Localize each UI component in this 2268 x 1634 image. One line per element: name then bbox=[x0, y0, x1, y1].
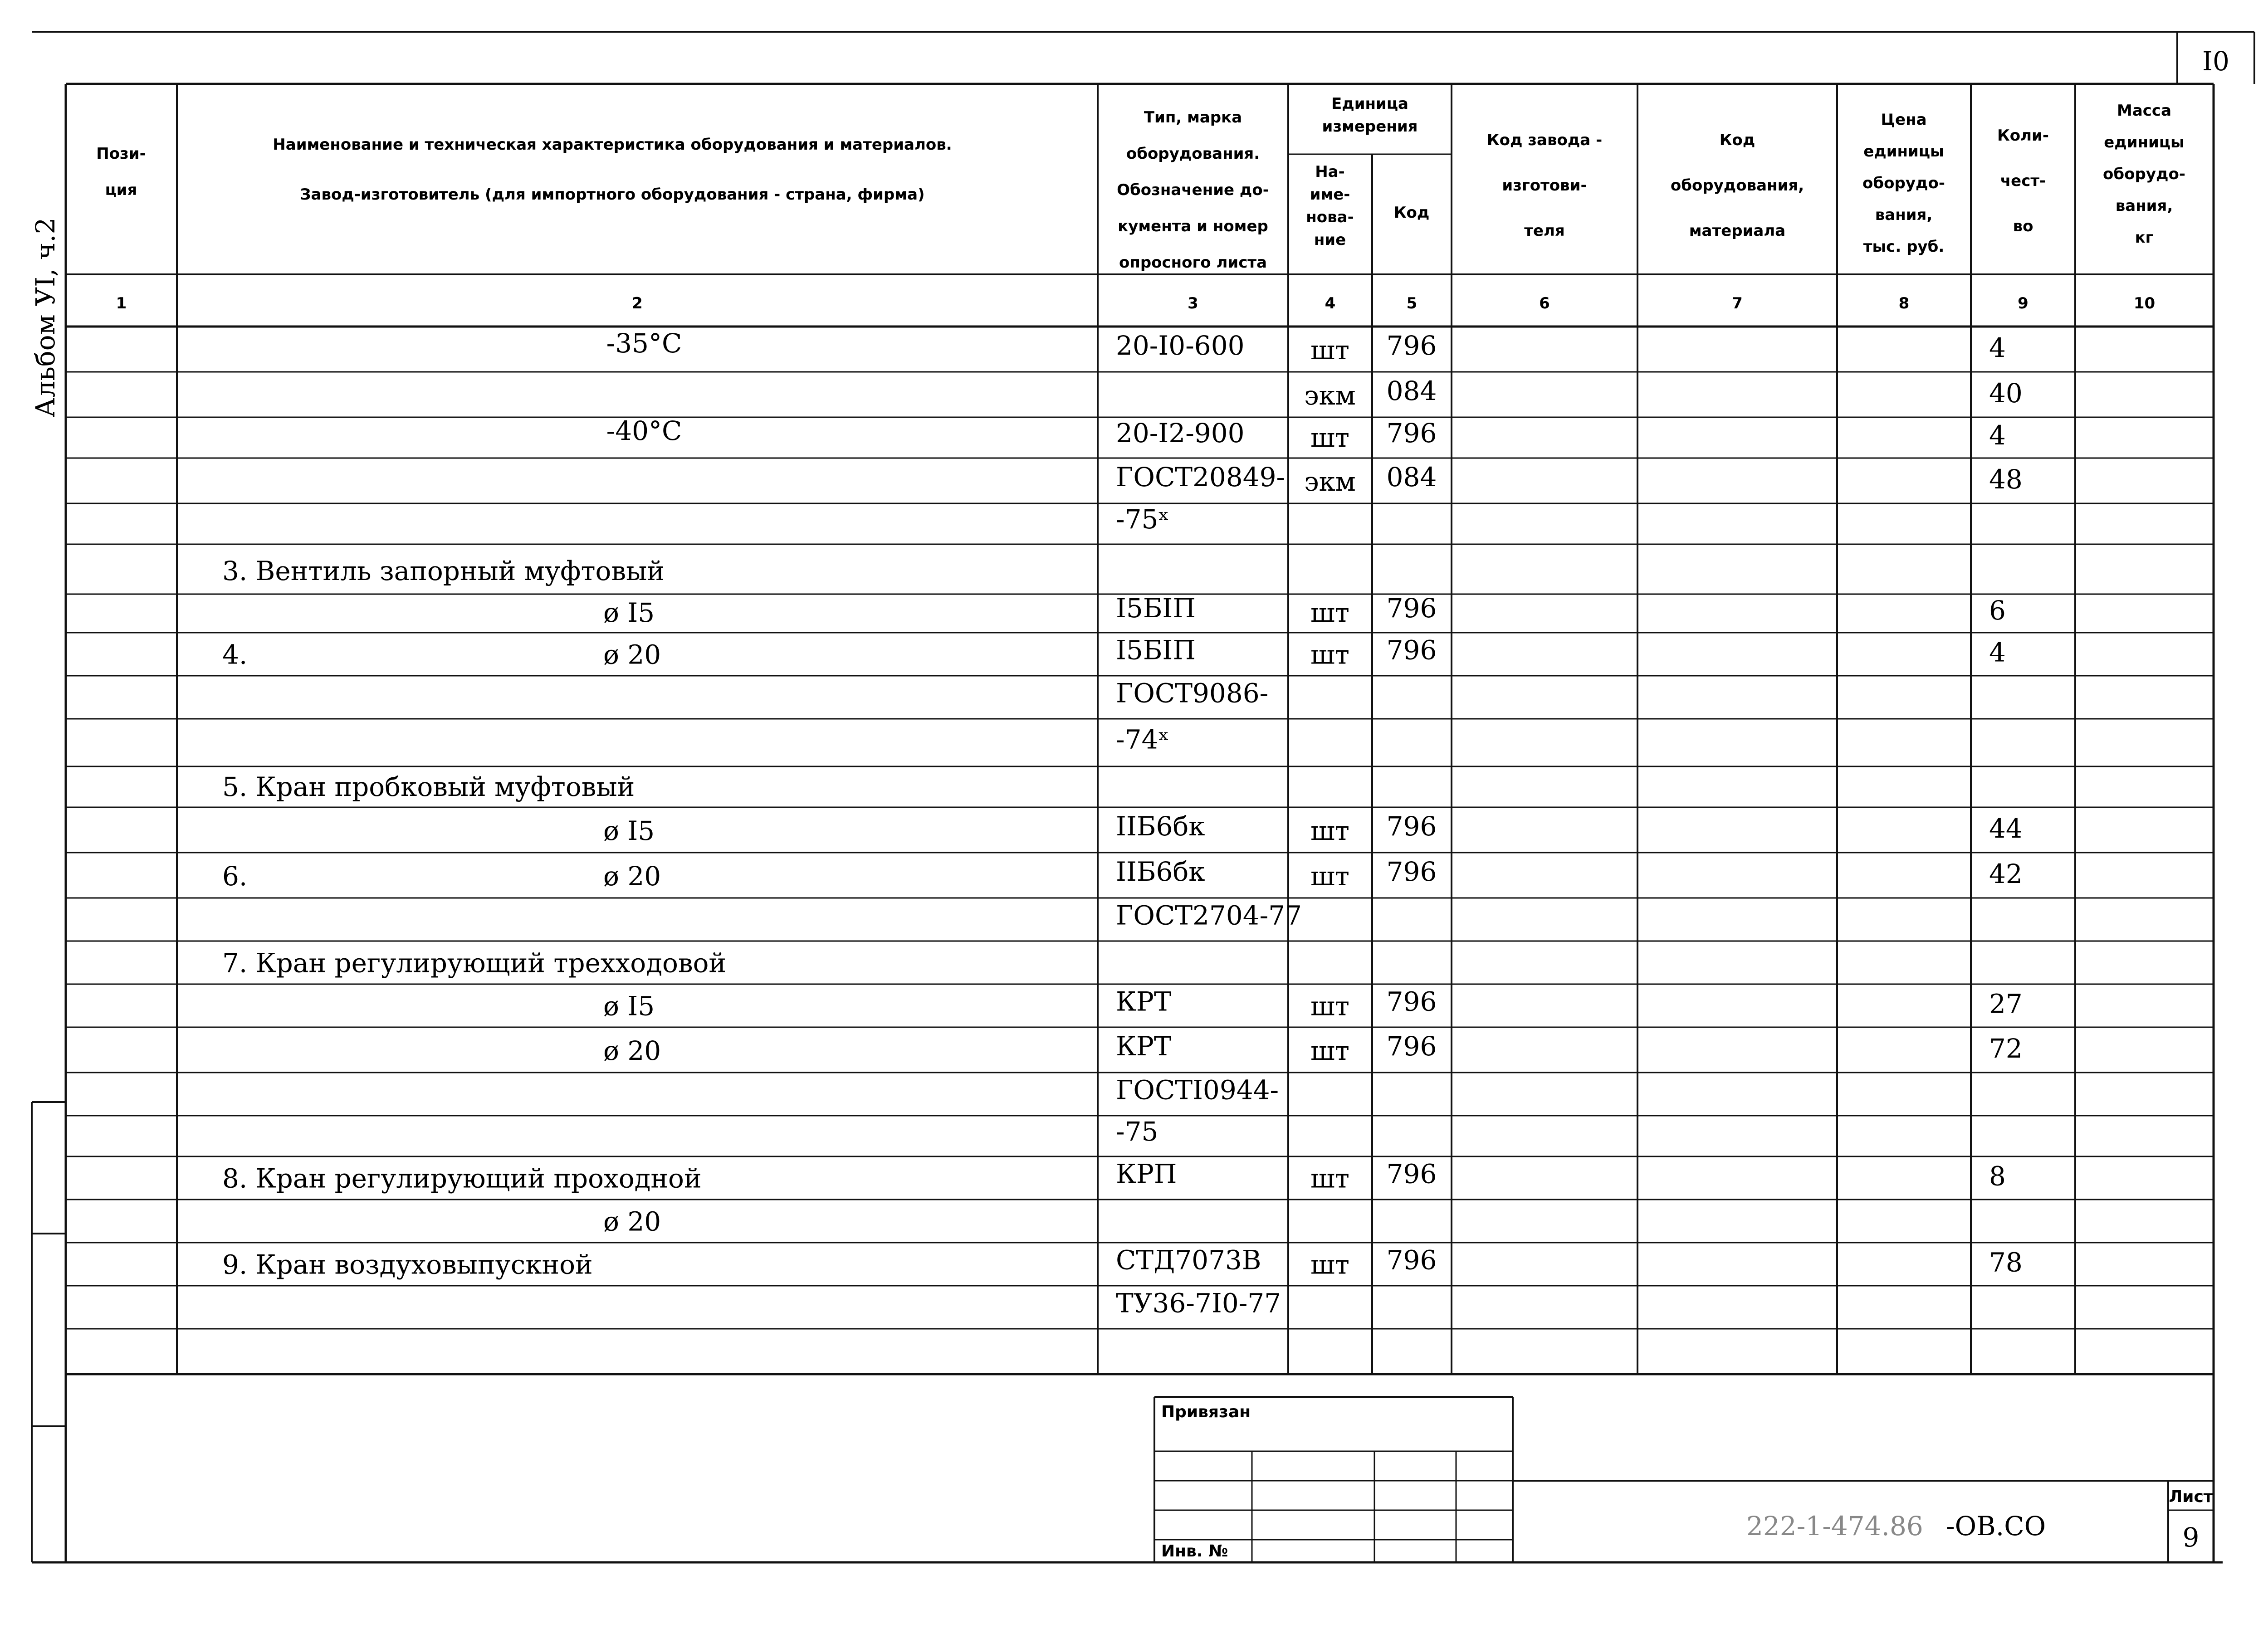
header-text: ция bbox=[105, 181, 137, 199]
item-code: 796 bbox=[1386, 986, 1437, 1017]
item-name: ø 20 bbox=[603, 639, 661, 670]
item-code: 084 bbox=[1386, 462, 1437, 493]
item-name: 3. Вентиль запорный муфтовый bbox=[222, 556, 665, 587]
header-text: Пози- bbox=[96, 145, 146, 163]
item-unit: шт bbox=[1310, 1249, 1350, 1280]
item-type: СТД7073В bbox=[1116, 1244, 1261, 1276]
item-code: 796 bbox=[1386, 634, 1437, 666]
header-text: Единица bbox=[1331, 95, 1408, 113]
header-text: кг bbox=[2135, 229, 2154, 247]
column-number: 7 bbox=[1732, 294, 1743, 312]
header-text: Завод-изготовитель (для импортного оборудования - страна, фирма) bbox=[300, 185, 925, 204]
header-text: оборудо- bbox=[1862, 174, 1945, 192]
item-type: КРТ bbox=[1116, 1031, 1172, 1062]
item-type: 20-I0-600 bbox=[1116, 330, 1245, 361]
item-code: 084 bbox=[1386, 376, 1437, 406]
item-type: -75 bbox=[1116, 1116, 1158, 1147]
item-code: 796 bbox=[1386, 1244, 1437, 1276]
header-text: нова- bbox=[1306, 208, 1354, 226]
header-text: оборудования. bbox=[1126, 145, 1260, 163]
column-number: 10 bbox=[2133, 294, 2156, 312]
item-qty: 8 bbox=[1989, 1161, 2006, 1192]
item-name: -40°C bbox=[606, 415, 682, 446]
item-unit: экм bbox=[1304, 380, 1356, 411]
item-type: КРП bbox=[1116, 1158, 1177, 1190]
item-name: ø I5 bbox=[603, 815, 655, 846]
header-text: материала bbox=[1689, 222, 1786, 240]
header-text: вания, bbox=[1875, 206, 1933, 224]
header-text: вания, bbox=[2115, 197, 2173, 215]
side-label: Альбом УI, ч.2 bbox=[30, 217, 61, 418]
header-text: оборудо- bbox=[2103, 165, 2185, 183]
header-text: име- bbox=[1310, 185, 1350, 204]
item-code: 796 bbox=[1386, 417, 1437, 449]
document-code: 222-1-474.86 bbox=[1746, 1511, 1923, 1541]
column-number: 5 bbox=[1406, 294, 1418, 312]
item-name: ø 20 bbox=[603, 861, 661, 892]
item-qty: 4 bbox=[1989, 637, 2006, 668]
item-code: 796 bbox=[1386, 1031, 1437, 1062]
item-name: ø 20 bbox=[603, 1206, 661, 1237]
header-text: оборудования, bbox=[1670, 176, 1804, 195]
item-unit: шт bbox=[1310, 422, 1350, 453]
item-unit: шт bbox=[1310, 815, 1350, 846]
sheet-label: Лист bbox=[2169, 1488, 2213, 1506]
item-name: ø 20 bbox=[603, 1035, 661, 1066]
item-unit: шт bbox=[1310, 597, 1350, 629]
item-name: ø I5 bbox=[603, 597, 655, 629]
item-qty: 48 bbox=[1989, 464, 2023, 495]
item-code: 796 bbox=[1386, 330, 1437, 361]
header-text: Код bbox=[1393, 204, 1430, 222]
header-text: тыс. руб. bbox=[1863, 238, 1945, 256]
item-unit: шт bbox=[1310, 639, 1350, 670]
column-number: 1 bbox=[116, 294, 127, 312]
item-unit: шт bbox=[1310, 1163, 1350, 1194]
sheet-corner-number: I0 bbox=[2202, 46, 2229, 77]
header-text: во bbox=[2013, 217, 2033, 235]
column-number: 4 bbox=[1325, 294, 1336, 312]
item-name: 5. Кран пробковый муфтовый bbox=[222, 771, 635, 802]
item-qty: 4 bbox=[1989, 419, 2006, 451]
item-unit: шт bbox=[1310, 1035, 1350, 1066]
stamp-privyazan: Привязан bbox=[1161, 1403, 1251, 1421]
header-text: Тип, марка bbox=[1144, 108, 1242, 127]
header-text: Наименование и техническая характеристика оборудования и материалов. bbox=[273, 136, 952, 154]
column-number: 6 bbox=[1539, 294, 1550, 312]
header-text: опросного листа bbox=[1119, 254, 1267, 272]
header-text: теля bbox=[1524, 222, 1565, 240]
item-type: I5БIП bbox=[1116, 593, 1196, 624]
item-type: I5БIП bbox=[1116, 634, 1196, 666]
column-number: 2 bbox=[632, 294, 643, 312]
stamp-inv-no: Инв. № bbox=[1161, 1542, 1228, 1561]
item-name: 6. bbox=[222, 861, 248, 892]
item-type: ГОСТI0944- bbox=[1116, 1074, 1279, 1106]
header-text: измерения bbox=[1322, 117, 1418, 136]
header-text: Код завода - bbox=[1486, 131, 1603, 149]
header-text: единицы bbox=[2104, 133, 2185, 151]
header-text: Масса bbox=[2116, 102, 2172, 120]
item-qty: 78 bbox=[1989, 1247, 2023, 1278]
header-text: чест- bbox=[2000, 172, 2046, 190]
item-type: ГОСТ2704-77 bbox=[1116, 900, 1302, 931]
item-type: IIБ6бк bbox=[1116, 811, 1205, 842]
item-qty: 42 bbox=[1989, 858, 2023, 889]
item-qty: 27 bbox=[1989, 988, 2023, 1019]
header-text: ние bbox=[1314, 231, 1346, 249]
header-text: Коли- bbox=[1997, 127, 2049, 145]
item-type: ГОСТ20849- bbox=[1116, 462, 1286, 493]
item-type: ТУ36-7I0-77 bbox=[1116, 1288, 1281, 1319]
column-number: 3 bbox=[1188, 294, 1198, 312]
item-code: 796 bbox=[1386, 593, 1437, 624]
table-text bbox=[30, 46, 2229, 1561]
header-text: Код bbox=[1719, 131, 1755, 149]
item-name: 4. bbox=[222, 639, 248, 670]
item-qty: 44 bbox=[1989, 813, 2023, 844]
item-unit: шт bbox=[1310, 335, 1350, 366]
item-unit: шт bbox=[1310, 990, 1350, 1022]
item-type: 20-I2-900 bbox=[1116, 417, 1245, 449]
item-qty: 6 bbox=[1989, 595, 2006, 626]
item-code: 796 bbox=[1386, 811, 1437, 842]
header-text: Обозначение до- bbox=[1117, 181, 1269, 199]
item-name: ø I5 bbox=[603, 990, 655, 1022]
item-type: -75ˣ bbox=[1116, 503, 1169, 535]
header-text: единицы bbox=[1863, 142, 1944, 161]
column-number: 9 bbox=[2018, 294, 2028, 312]
header-text: кумента и номер bbox=[1118, 217, 1268, 235]
item-name: 8. Кран регулирующий проходной bbox=[222, 1163, 702, 1194]
item-unit: шт bbox=[1310, 861, 1350, 892]
header-text: Цена bbox=[1881, 111, 1927, 129]
column-number: 8 bbox=[1898, 294, 1910, 312]
item-type: ГОСТ9086- bbox=[1116, 678, 1269, 709]
item-code: 796 bbox=[1386, 1158, 1437, 1190]
item-code: 796 bbox=[1386, 856, 1437, 887]
item-qty: 4 bbox=[1989, 332, 2006, 363]
item-type: IIБ6бк bbox=[1116, 856, 1205, 887]
document-suffix: -ОВ.СО bbox=[1946, 1511, 2046, 1541]
header-text: На- bbox=[1315, 163, 1345, 181]
item-name: 9. Кран воздуховыпускной bbox=[222, 1249, 593, 1280]
item-unit: экм bbox=[1304, 466, 1356, 497]
header-text: изготови- bbox=[1502, 176, 1587, 195]
item-type: -74ˣ bbox=[1116, 724, 1169, 755]
sheet-number: 9 bbox=[2182, 1522, 2200, 1553]
item-qty: 40 bbox=[1989, 378, 2023, 409]
item-name: -35°C bbox=[606, 328, 682, 359]
item-qty: 72 bbox=[1989, 1033, 2023, 1064]
item-name: 7. Кран регулирующий трехходовой bbox=[222, 947, 727, 979]
item-type: КРТ bbox=[1116, 986, 1172, 1017]
